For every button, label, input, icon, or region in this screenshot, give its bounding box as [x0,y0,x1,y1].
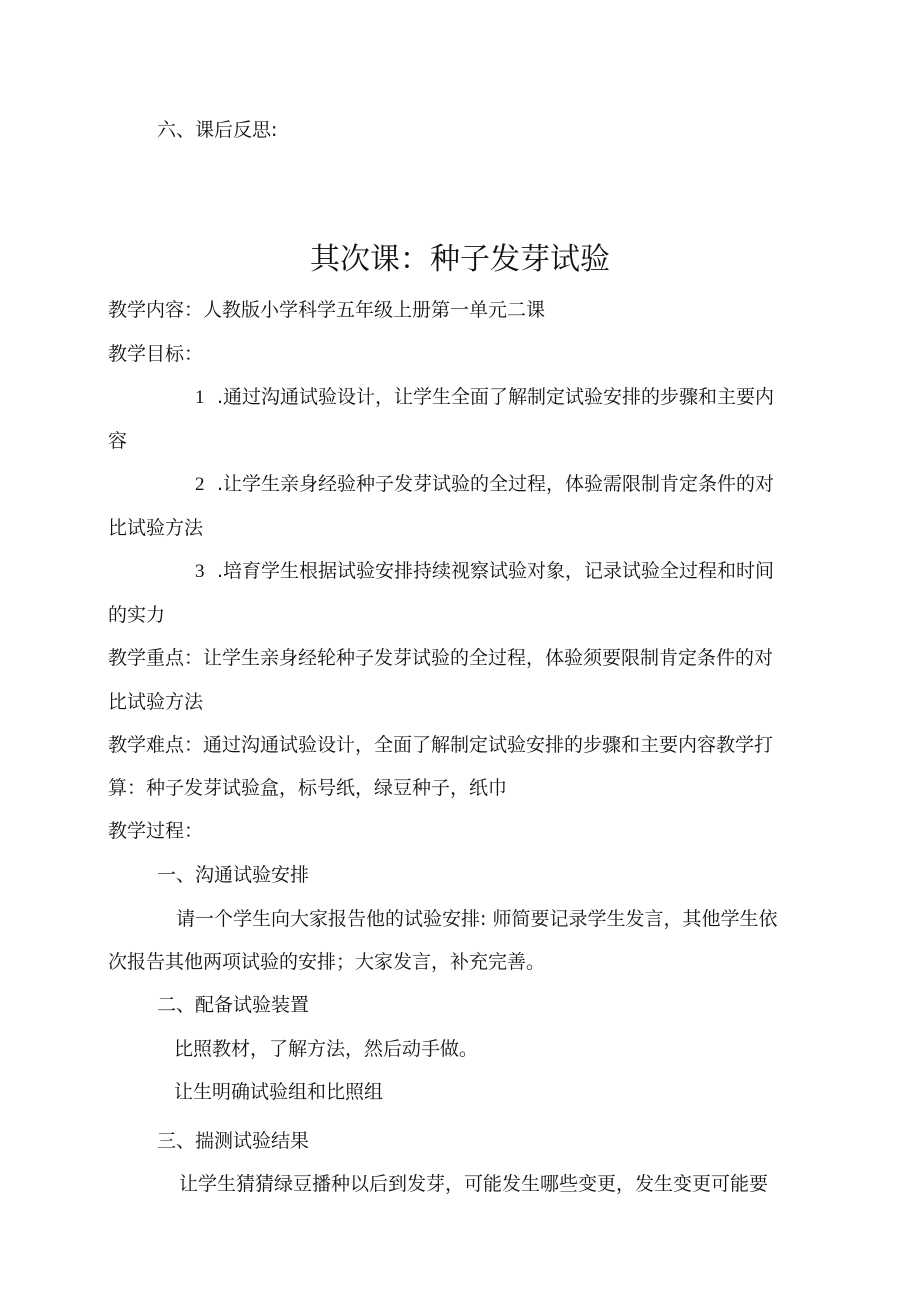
objective-3-continued: 的实力 [108,604,166,626]
objective-1 [195,385,774,410]
objective-3-text: .培育学生根据试验安排持续视察试验对象，记录试验全过程和时间 [217,560,775,582]
step-1-text-continued: 次报告其他两项试验的安排；大家发言，补充完善。 [108,951,546,973]
step-2-text-2: 让生明确试验组和比照组 [174,1081,384,1103]
objective-2-text: .让学生亲身经验种子发芽试验的全过程，体验需限制肯定条件的对 [217,473,775,495]
section-six-heading: 六、课后反思: [157,119,278,141]
objective-2 [195,472,774,497]
step-1-heading: 一、沟通试验安排 [157,864,310,886]
objective-1-text: .通过沟通试验设计，让学生全面了解制定试验安排的步骤和主要内 [217,386,775,408]
teaching-content: 教学内容：人教版小学科学五年级上册第一单元二课 [108,299,546,321]
step-2-heading: 二、配备试验装置 [157,994,310,1016]
objective-3-number: 3 [195,561,205,582]
key-point-continued: 比试验方法 [108,691,204,713]
objective-3 [195,559,774,584]
step-3-heading: 三、揣测试验结果 [157,1130,310,1152]
step-3-text: 让学生猜猜绿豆播种以后到发芽，可能发生哪些变更，发生变更可能要 [179,1173,769,1195]
objective-1-continued: 容 [108,430,128,452]
page-title: 其次课：种子发芽试验 [310,242,610,277]
step-2-text: 比照教材，了解方法，然后动手做。 [174,1038,479,1060]
key-point: 教学重点：让学生亲身经轮种子发芽试验的全过程，体验须要限制肯定条件的对 [108,647,774,669]
objective-2-number: 2 [195,474,205,495]
difficulty-continued: 算：种子发芽试验盒，标号纸，绿豆种子，纸巾 [108,777,508,799]
objective-1-number: 1 [195,387,205,408]
step-1-text: 请一个学生向大家报告他的试验安排: 师简要记录学生发言，其他学生依 [176,908,778,930]
objectives-label: 教学目标： [108,343,204,365]
difficulty: 教学难点：通过沟通试验设计，全面了解制定试验安排的步骤和主要内容教学打 [108,734,774,756]
objective-2-continued: 比试验方法 [108,517,204,539]
process-label: 教学过程： [108,820,204,842]
